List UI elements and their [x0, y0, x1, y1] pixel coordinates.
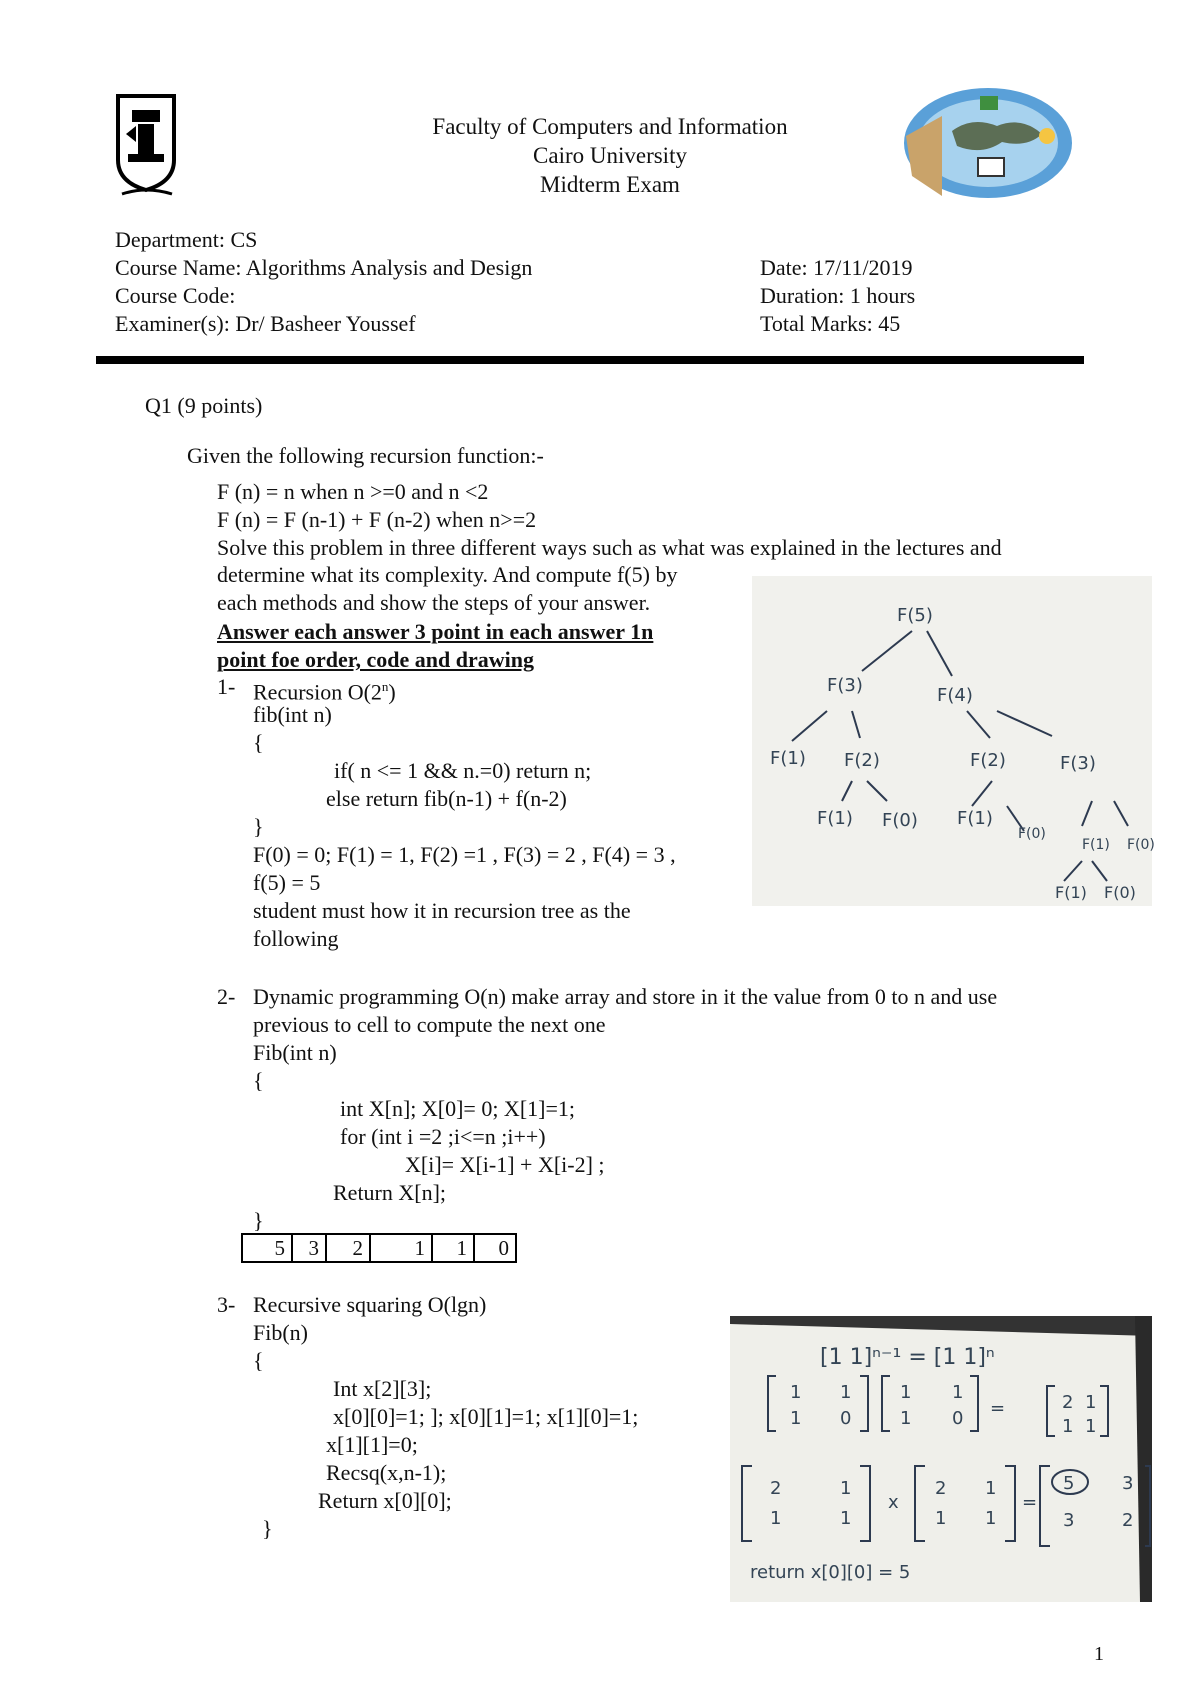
code-line: else return fib(n-1) + f(n-2) — [326, 786, 567, 811]
method-3-number: 3- — [217, 1292, 236, 1317]
svg-text:2: 2 — [770, 1478, 782, 1499]
exam-duration: Duration: 1 hours — [760, 283, 916, 308]
tree-node: F(0) — [882, 810, 918, 831]
svg-text:1: 1 — [790, 1382, 802, 1403]
tree-node: F(1) — [770, 748, 806, 769]
matrix-equation: [1 1]ⁿ⁻¹ = [1 1]ⁿ — [820, 1345, 995, 1370]
svg-text:1: 1 — [935, 1508, 947, 1529]
array-cell: 5 — [243, 1235, 293, 1261]
grading-note-2: point foe order, code and drawing — [217, 647, 534, 672]
code-line: x[0][0]=1; ]; x[0][1]=1; x[1][0]=1; — [333, 1404, 639, 1429]
task-line-3: each methods and show the steps of your answer. — [217, 590, 651, 615]
code-line: } — [253, 814, 264, 839]
course-code: Course Code: — [115, 283, 236, 308]
tree-node: F(2) — [844, 750, 880, 771]
question-title: Q1 (9 points) — [145, 393, 263, 418]
code-line: } — [253, 1208, 264, 1233]
code-line: Fib(n) — [253, 1320, 308, 1345]
svg-text:2: 2 — [935, 1478, 947, 1499]
svg-text:1: 1 — [1085, 1416, 1097, 1437]
svg-text:1: 1 — [790, 1408, 802, 1429]
question-intro: Given the following recursion function:- — [187, 443, 544, 468]
code-line: int X[n]; X[0]= 0; X[1]=1; — [340, 1096, 575, 1121]
header-divider — [96, 356, 1084, 364]
code-line: fib(int n) — [253, 702, 332, 727]
code-line: { — [253, 1068, 264, 1093]
exam-type: Midterm Exam — [540, 172, 680, 197]
tree-node: F(3) — [1060, 753, 1096, 774]
definition-base: F (n) = n when n >=0 and n <2 — [217, 479, 489, 504]
svg-text:=: = — [1022, 1492, 1038, 1513]
total-marks: Total Marks: 45 — [760, 311, 901, 336]
svg-text:x: x — [888, 1492, 899, 1513]
task-line-2: determine what its complexity. And compute f(5) by — [217, 562, 678, 587]
faculty-logo — [902, 86, 1074, 200]
definition-recursive: F (n) = F (n-1) + F (n-2) when n>=2 — [217, 507, 537, 532]
tree-node: F(1) — [1055, 883, 1087, 902]
method-1-title: Recursion O(2$^n$) — [253, 679, 396, 705]
svg-text:2: 2 — [1122, 1510, 1134, 1531]
tree-node: F(1) — [817, 808, 853, 829]
code-line: x[1][1]=0; — [326, 1432, 418, 1457]
tree-node: F(0) — [1104, 883, 1136, 902]
code-line: Recsq(x,n-1); — [326, 1460, 447, 1485]
fib-values: F(0) = 0; F(1) = 1, F(2) =1 , F(3) = 2 , F(4) = 3 , — [253, 842, 676, 867]
method-2-title: Dynamic programming O(n) make array and store in it the value from 0 to n and use — [253, 984, 998, 1009]
code-line: Fib(int n) — [253, 1040, 337, 1065]
tree-node: F(4) — [937, 685, 973, 706]
method-1-number: 1- — [217, 674, 236, 699]
fib-result: f(5) = 5 — [253, 870, 321, 895]
svg-text:1: 1 — [1062, 1416, 1074, 1437]
svg-text:1: 1 — [900, 1408, 912, 1429]
code-line: X[i]= X[i-1] + X[i-2] ; — [405, 1152, 605, 1177]
svg-text:=: = — [990, 1398, 1006, 1419]
dp-array — [241, 1233, 517, 1263]
svg-text:1: 1 — [1085, 1392, 1097, 1413]
code-line: if( n <= 1 && n.=0) return n; — [334, 758, 592, 783]
array-cell: 3 — [293, 1235, 327, 1261]
array-cell: 2 — [327, 1235, 371, 1261]
array-cell: 0 — [498, 1236, 509, 1260]
grading-note-1: Answer each answer 3 point in each answer 1n — [217, 619, 654, 644]
cairo-university-logo — [112, 90, 184, 202]
method-3-title: Recursive squaring O(lgn) — [253, 1292, 487, 1317]
recursion-tree-photo — [752, 576, 1155, 906]
svg-text:1: 1 — [840, 1382, 852, 1403]
svg-text:3: 3 — [1122, 1473, 1134, 1494]
faculty-name: Faculty of Computers and Information — [432, 114, 788, 139]
tree-node: F(1) — [957, 808, 993, 829]
exam-header — [400, 112, 820, 199]
department: Department: CS — [115, 227, 258, 252]
exam-date: Date: 17/11/2019 — [760, 255, 913, 280]
code-line: { — [253, 1348, 264, 1373]
svg-text:1: 1 — [985, 1478, 997, 1499]
tree-node: F(2) — [970, 750, 1006, 771]
matrix-result: return x[0][0] = 5 — [750, 1562, 911, 1583]
tree-note: student must how it in recursion tree as the — [253, 898, 631, 923]
svg-text:1: 1 — [770, 1508, 782, 1529]
code-line: Return X[n]; — [333, 1180, 447, 1205]
tree-node: F(0) — [1127, 837, 1155, 853]
svg-text:1: 1 — [900, 1382, 912, 1403]
tree-node: F(3) — [827, 675, 863, 696]
tree-node: F(1) — [1082, 837, 1110, 853]
tree-node: F(0) — [1018, 826, 1046, 842]
examiner: Examiner(s): Dr/ Basheer Youssef — [115, 311, 416, 336]
svg-text:1: 1 — [840, 1478, 852, 1499]
code-line: } — [262, 1516, 273, 1541]
method-2-title-cont: previous to cell to compute the next one — [253, 1012, 606, 1037]
code-line: { — [253, 730, 264, 755]
svg-text:5: 5 — [1063, 1473, 1075, 1494]
svg-text:0: 0 — [952, 1408, 964, 1429]
method-2-number: 2- — [217, 984, 236, 1009]
matrix-squaring-photo — [730, 1316, 1152, 1602]
course-name: Course Name: Algorithms Analysis and Design — [115, 255, 533, 280]
page-number: 1 — [1094, 1643, 1104, 1665]
code-line: for (int i =2 ;i<=n ;i++) — [340, 1124, 546, 1149]
svg-text:1: 1 — [985, 1508, 997, 1529]
code-line: Return x[0][0]; — [318, 1488, 452, 1513]
array-cell: 1 — [371, 1235, 433, 1261]
task-line-1: Solve this problem in three different ways such as what was explained in the lectures and — [217, 535, 1002, 560]
array-cell: 1 — [433, 1235, 475, 1261]
tree-node: F(5) — [897, 605, 933, 626]
svg-text:1: 1 — [840, 1508, 852, 1529]
university-name: Cairo University — [533, 143, 687, 168]
svg-text:0: 0 — [840, 1408, 852, 1429]
tree-note-end: following — [253, 926, 339, 951]
svg-text:3: 3 — [1063, 1510, 1075, 1531]
svg-text:2: 2 — [1062, 1392, 1074, 1413]
svg-text:1: 1 — [952, 1382, 964, 1403]
code-line: Int x[2][3]; — [333, 1376, 432, 1401]
